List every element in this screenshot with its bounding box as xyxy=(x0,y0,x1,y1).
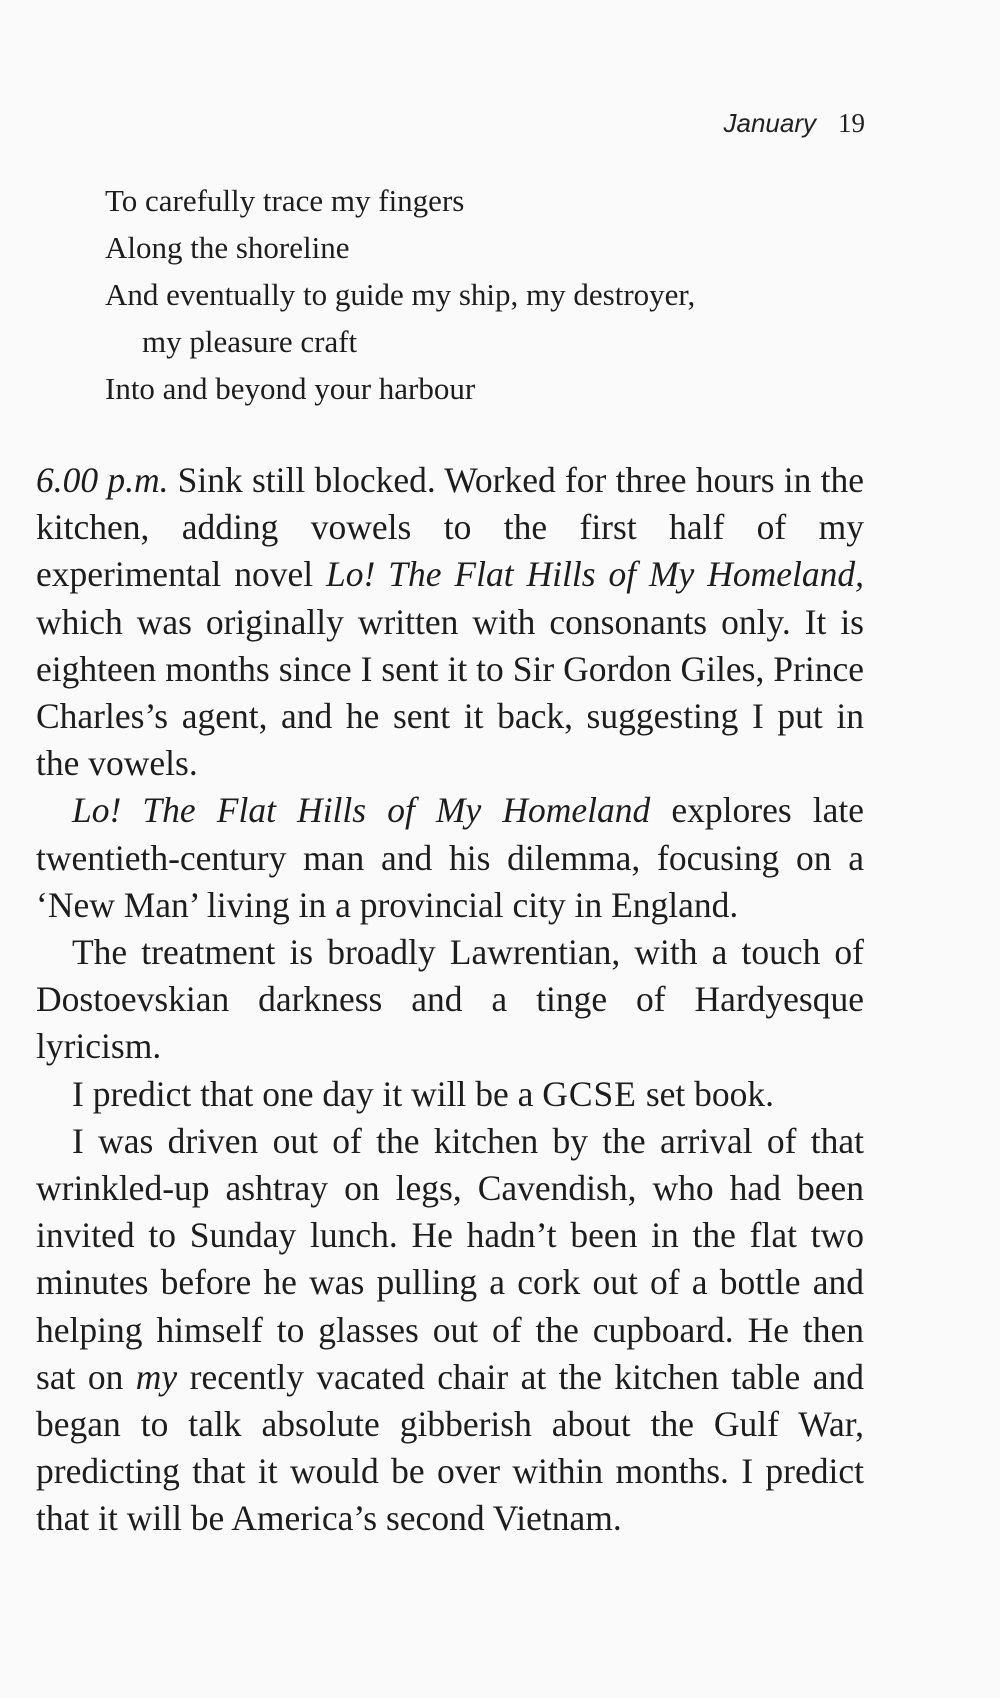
emphasis: my xyxy=(135,1356,178,1397)
poem-line: And eventually to guide my ship, my destroyer, xyxy=(105,277,696,312)
novel-title: Lo! The Flat Hills of My Homeland, xyxy=(326,554,865,595)
paragraph xyxy=(36,1118,864,1543)
paragraph xyxy=(36,929,864,1071)
paragraph-text: I predict that one day it will be a xyxy=(72,1073,543,1114)
paragraph-text: I was driven out of the kitchen by the arrival of that wrinkled-up ashtray on legs, Cavendish, who had been invited to Sunday lunch. He hadn’t been in the flat two minutes before he was pulling a cork out of a bottle and helping himself to glasses out of the cupboard. He then sat on xyxy=(36,1120,864,1397)
paragraph xyxy=(36,787,864,929)
poem-stanza xyxy=(105,177,865,412)
paragraph-text: recently vacated chair at the kitchen table and began to talk absolute gibberish about the Gulf War, predicting that it would be over within months. I predict that it will be America’s second Vietnam. xyxy=(36,1356,864,1539)
paragraph xyxy=(36,457,864,787)
paragraph-text: Sink still blocked. Worked for three hours in the kitchen, adding vowels to the first half of my experimental novel xyxy=(36,460,864,595)
novel-title: Lo! The Flat Hills of My Homeland xyxy=(72,790,651,831)
paragraph xyxy=(36,1071,864,1118)
poem-line: To carefully trace my fingers xyxy=(105,183,465,218)
poem-line: Along the shoreline xyxy=(105,230,350,265)
running-title: January xyxy=(723,108,816,138)
entry-time: 6.00 p.m. xyxy=(36,460,169,500)
acronym: GCSE xyxy=(542,1073,637,1114)
running-head xyxy=(724,108,866,139)
diary-entry xyxy=(36,457,864,1543)
poem-line: Into and beyond your harbour xyxy=(105,371,476,406)
poem-line-indented: my pleasure craft xyxy=(142,324,358,359)
paragraph-text: set book. xyxy=(636,1073,775,1114)
paragraph-text: The treatment is broadly Lawrentian, with a touch of Dostoevskian darkness and a tinge of Hardyesque lyricism. xyxy=(36,932,864,1067)
page-number: 19 xyxy=(838,108,865,138)
paragraph-text: explores late twentieth-century man and his dilemma, focusing on a ‘New Man’ living in a provincial city in England. xyxy=(36,790,864,925)
paragraph-text: which was originally written with consonants only. It is eighteen months since I sent it to Sir Gordon Giles, Prince Charles’s agent, and he sent it back, suggesting I put in the vowels. xyxy=(36,601,864,784)
